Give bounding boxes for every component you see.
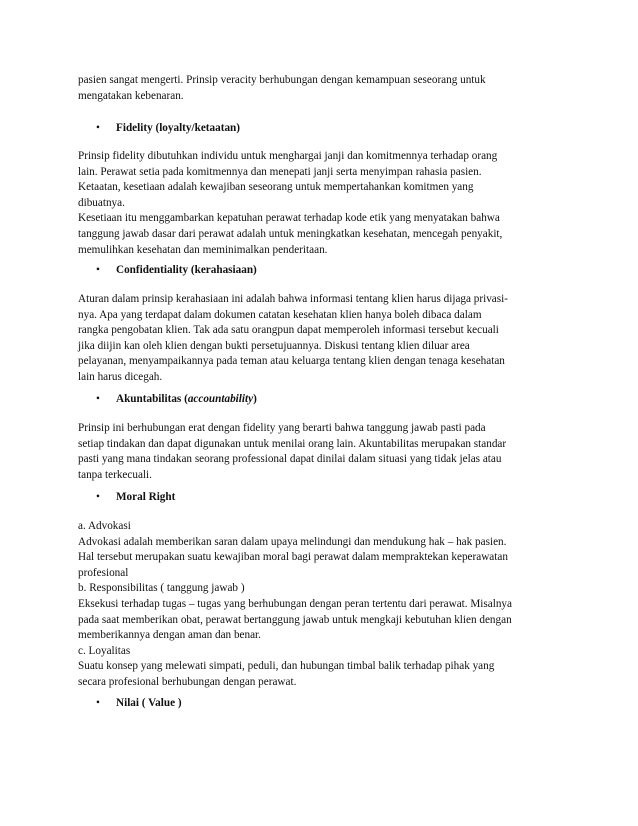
paragraph-line: nya. Apa yang terdapat dalam dokumen catatan kesehatan klien hanya boleh dibaca dalam [78, 308, 482, 321]
paragraph-line: dibuatnya. [78, 196, 125, 209]
bullet-icon: • [96, 122, 100, 134]
confidentiality-paragraph [78, 292, 564, 386]
paragraph-line: b. Responsibilitas ( tanggung jawab ) [78, 582, 245, 595]
confidentiality-heading [78, 263, 257, 279]
paragraph-line: Eksekusi terhadap tugas – tugas yang berhubungan dengan peran tertentu dari perawat. Misalnya [78, 597, 512, 610]
akuntabilitas-heading-plain: Akuntabilitas ( [116, 393, 188, 405]
paragraph-line: lain. Perawat setia pada komitmennya dan menepati janji serta menyimpan rahasia pasien. [78, 165, 482, 178]
bullet-icon: • [96, 264, 100, 276]
paragraph-line: pasti yang mana tindakan seorang professional dapat dinilai dalam situasi yang tidak jelas atau [78, 453, 502, 466]
paragraph-line: Ketaatan, kesetiaan adalah kewajiban seseorang untuk mempertahankan komitmen yang [78, 181, 474, 194]
fidelity-paragraph [78, 149, 564, 258]
bullet-icon: • [96, 393, 100, 405]
paragraph-line: profesional [78, 566, 129, 579]
fidelity-heading-text: Fidelity (loyalty/ketaatan) [116, 122, 240, 134]
akuntabilitas-heading-close: ) [253, 393, 257, 405]
bullet-icon: • [96, 491, 100, 503]
moral-right-heading-text: Moral Right [116, 491, 176, 503]
nilai-heading-text: Nilai ( Value ) [116, 697, 182, 709]
paragraph-line: pada saat memberikan obat, perawat bertanggung jawab untuk mengkaji kebutuhan klien dengan [78, 613, 512, 626]
fidelity-heading [78, 121, 240, 137]
intro-paragraph [78, 73, 564, 104]
paragraph-line: Kesetiaan itu menggambarkan kepatuhan perawat terhadap kode etik yang menyatakan bahwa [78, 212, 500, 225]
paragraph-line: tanpa terkecuali. [78, 468, 152, 481]
moral-right-paragraph [78, 519, 564, 691]
paragraph-line: memberikannya dengan aman dan benar. [78, 629, 261, 642]
paragraph-line: Aturan dalam prinsip kerahasiaan ini adalah bahwa informasi tentang klien harus dijaga privasi- [78, 293, 508, 305]
akuntabilitas-heading-text [116, 392, 257, 408]
paragraph-line: Prinsip ini berhubungan erat dengan fidelity yang berarti bahwa tanggung jawab pasti pada [78, 422, 486, 434]
paragraph-line: lain harus dicegah. [78, 370, 163, 383]
paragraph-line: setiap tindakan dan dapat digunakan untuk menilai orang lain. Akuntabilitas merupakan standar [78, 437, 507, 450]
paragraph-line: Prinsip fidelity dibutuhkan individu untuk menghargai janji dan komitmennya terhadap orang [78, 150, 498, 162]
paragraph-line: rangka pengobatan klien. Tak ada satu orangpun dapat memperoleh informasi tersebut kecuali [78, 324, 499, 337]
akuntabilitas-heading [78, 392, 257, 408]
moral-right-heading [78, 490, 175, 506]
paragraph-line: tanggung jawab dasar dari perawat adalah untuk meningkatkan kesehatan, mencegah penyakit, [78, 227, 503, 240]
paragraph-line: jika diijin kan oleh klien dengan bukti persetujuannya. Diskusi tentang klien diluar area [78, 339, 470, 352]
paragraph-line: memulihkan kesehatan dan meminimalkan penderitaan. [78, 243, 328, 256]
nilai-heading [78, 696, 182, 712]
confidentiality-heading-text: Confidentiality (kerahasiaan) [116, 264, 257, 276]
paragraph-line: c. Loyalitas [78, 644, 131, 657]
paragraph-line: secara profesional berhubungan dengan perawat. [78, 675, 297, 688]
paragraph-line: Suatu konsep yang melewati simpati, peduli, dan hubungan timbal balik terhadap pihak yang [78, 660, 495, 673]
paragraph-line: pelayanan, menyampaikannya pada teman atau keluarga tentang klien dengan tenaga kesehatan [78, 355, 505, 368]
intro-line: mengatakan kebenaran. [78, 89, 184, 102]
intro-line: pasien sangat mengerti. Prinsip veracity berhubungan dengan kemampuan seseorang untuk [78, 74, 486, 86]
paragraph-line: Hal tersebut merupakan suatu kewajiban moral bagi perawat dalam mempraktekan keperawatan [78, 551, 508, 564]
akuntabilitas-heading-italic: accountability [187, 393, 254, 405]
paragraph-line: Advokasi adalah memberikan saran dalam upaya melindungi dan mendukung hak – hak pasien. [78, 535, 507, 548]
akuntabilitas-paragraph [78, 421, 564, 483]
paragraph-line: a. Advokasi [78, 520, 131, 532]
bullet-icon: • [96, 697, 100, 709]
